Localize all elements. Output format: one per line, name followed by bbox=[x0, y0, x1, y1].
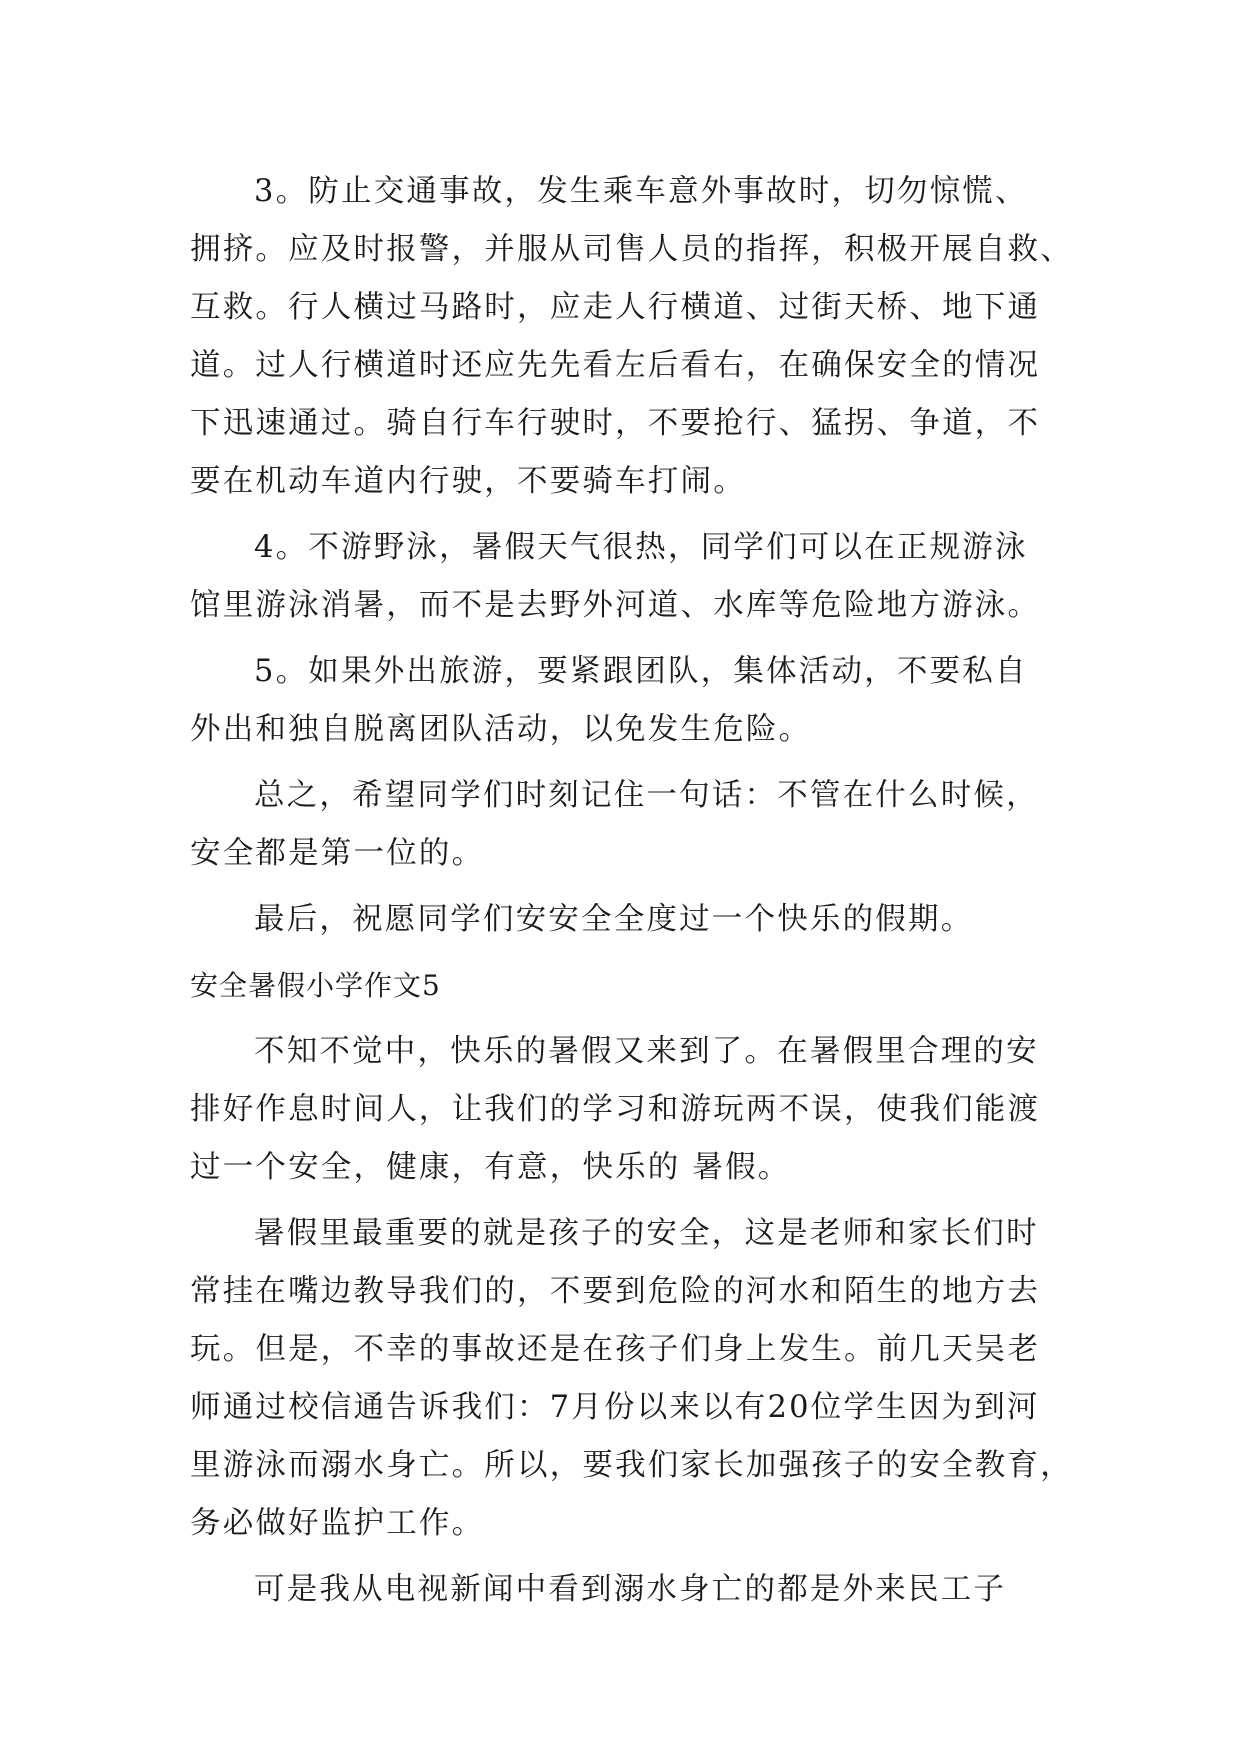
section-heading-text: 安全暑假小学作文5 bbox=[190, 969, 441, 1002]
document-page bbox=[190, 163, 1073, 1619]
text-line: 不知不觉中，快乐的暑假又来到了。在暑假里合理的安 bbox=[254, 1034, 1039, 1069]
text-line: 道。过人行横道时还应先先看左后看右，在确保安全的情况 bbox=[190, 348, 1041, 383]
text-line: 排好作息时间人，让我们的学习和游玩两不误，使我们能渡 bbox=[190, 1092, 1041, 1127]
para-3 bbox=[190, 163, 1073, 511]
para-news bbox=[190, 1561, 1070, 1619]
text-line: 过一个安全，健康，有意，快乐的 暑假。 bbox=[190, 1150, 791, 1185]
text-line: 外出和独自脱离团队活动，以免发生危险。 bbox=[190, 712, 812, 747]
text-line: 里游泳而溺水身亡。所以，要我们家长加强孩子的安全教育， bbox=[190, 1448, 1073, 1483]
text-line: 要在机动车道内行驶，不要骑车打闹。 bbox=[190, 464, 746, 499]
text-line: 玩。但是，不幸的事故还是在孩子们身上发生。前几天吴老 bbox=[190, 1332, 1041, 1367]
text-line: 下迅速通过。骑自行车行驶时，不要抢行、猛拐、争道，不 bbox=[190, 406, 1041, 441]
text-line: 安全都是第一位的。 bbox=[190, 836, 485, 871]
para-4 bbox=[190, 519, 1070, 635]
para-closing bbox=[190, 891, 1070, 949]
text-line: 务必做好监护工作。 bbox=[190, 1506, 485, 1541]
para-summary bbox=[190, 767, 1070, 883]
text-line: 可是我从电视新闻中看到溺水身亡的都是外来民工子 bbox=[254, 1572, 1007, 1607]
text-line: 4。不游野泳，暑假天气很热，同学们可以在正规游泳 bbox=[254, 530, 1028, 565]
text-line: 5。如果外出旅游，要紧跟团队，集体活动，不要私自 bbox=[254, 654, 1028, 689]
text-line: 暑假里最重要的就是孩子的安全，这是老师和家长们时 bbox=[254, 1216, 1039, 1251]
para-intro bbox=[190, 1023, 1070, 1197]
text-line: 总之，希望同学们时刻记住一句话：不管在什么时候， bbox=[254, 778, 1039, 813]
para-safety bbox=[190, 1205, 1073, 1553]
text-line: 拥挤。应及时报警，并服从司售人员的指挥，积极开展自救、 bbox=[190, 232, 1073, 267]
text-line: 3。防止交通事故，发生乘车意外事故时，切勿惊慌、 bbox=[254, 174, 1028, 209]
text-line: 师通过校信通告诉我们：7月份以来以有20位学生因为到河 bbox=[190, 1390, 1040, 1425]
text-line: 最后，祝愿同学们安安全全度过一个快乐的假期。 bbox=[254, 902, 974, 937]
para-5 bbox=[190, 643, 1070, 759]
text-line: 互救。行人横过马路时，应走人行横道、过街天桥、地下通 bbox=[190, 290, 1041, 325]
section-heading bbox=[190, 957, 1070, 1015]
text-line: 常挂在嘴边教导我们的，不要到危险的河水和陌生的地方去 bbox=[190, 1274, 1041, 1309]
text-line: 馆里游泳消暑，而不是去野外河道、水库等危险地方游泳。 bbox=[190, 588, 1041, 623]
